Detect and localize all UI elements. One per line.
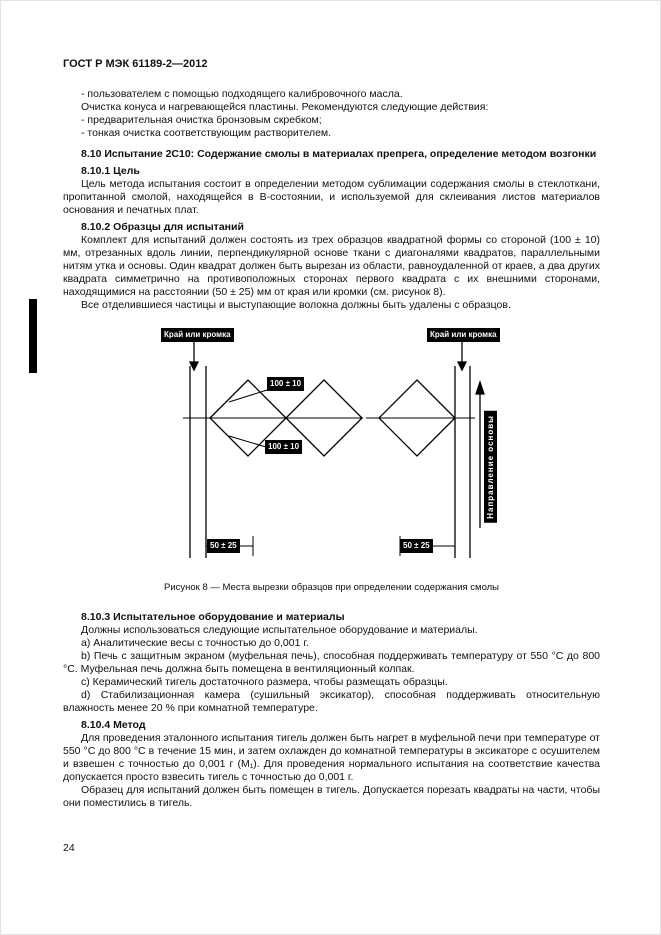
para-8-10-2-body2: Все отделившиеся частицы и выступающие волокна должны быть удалены с образцов.	[81, 299, 511, 311]
heading-8-10-2: 8.10.2 Образцы для испытаний	[81, 221, 244, 233]
dimension-label-100-bottom: 100 ± 10	[265, 440, 302, 454]
para-intro-2: Очистка конуса и нагревающейся пластины. Рекомендуются следующие действия:	[81, 101, 489, 113]
heading-8-10-4: 8.10.4 Метод	[81, 719, 146, 731]
figure-caption: Рисунок 8 — Места вырезки образцов при определении содержания смолы	[163, 582, 500, 593]
warp-direction-label: Направление основы	[484, 411, 497, 523]
page-number: 24	[63, 842, 75, 854]
para-8-10-3-body: Должны использоваться следующие испытательное оборудование и материалы.	[81, 624, 478, 636]
para-intro-4: - тонкая очистка соответствующим растворителем.	[81, 127, 332, 139]
document-header: ГОСТ Р МЭК 61189-2—2012	[63, 58, 208, 70]
dimension-label-100-top: 100 ± 10	[267, 377, 304, 391]
para-8-10-4-body1: Для проведения эталонного испытания тигель должен быть нагрет в муфельной печи при температуре от 550 °С до 800 °С в течение 15 мин, и затем охлажден до комнатной температуры в эксикаторе с осушителем и взвешен с точностью до 0,001 г (M₁). Для проведения нормального испытания на соответствие качества допускается просто взвесить тигель с точностью до 0,001 г.	[63, 732, 600, 783]
warp-direction-arrow	[476, 382, 484, 528]
edge-lines-right	[455, 366, 470, 558]
heading-8-10-1: 8.10.1 Цель	[81, 165, 140, 177]
list-item-c: c) Керамический тигель достаточного размера, чтобы размещать образцы.	[81, 676, 448, 688]
para-8-10-4-body2: Образец для испытаний должен быть помещен в тигель. Допускается порезать квадраты на части, чтобы они поместились в тигель.	[63, 784, 600, 809]
para-8-10-1-body: Цель метода испытания состоит в определении методом сублимации содержания смолы в стеклоткани, пропитанной смолой, находящейся в В-состоянии, и используемой для склеивания листов материалов основания и печатных плат.	[63, 178, 600, 216]
figure-8-drawing	[63, 326, 600, 566]
edge-label-right: Край или кромка	[427, 328, 500, 342]
para-intro-3: - предварительная очистка бронзовым скребком;	[81, 114, 322, 126]
dimension-label-50-right: 50 ± 25	[400, 539, 433, 553]
page-content	[63, 58, 600, 810]
edge-label-left: Край или кромка	[161, 328, 234, 342]
list-item-a: a) Аналитические весы с точностью до 0,001 г.	[81, 637, 309, 649]
list-item-b: b) Печь с защитным экраном (муфельная печь), способная поддерживать температуру от 550 °С до 800 °С. Муфельная печь должна быть помещена в вентиляционный колпак.	[63, 650, 600, 675]
list-item-d: d) Стабилизационная камера (сушильный эксикатор), способная поддерживать относительную влажность менее 20 % при комнатной температуре.	[63, 689, 600, 714]
heading-8-10-3: 8.10.3 Испытательное оборудование и материалы	[81, 611, 345, 623]
edge-arrow-left	[190, 342, 198, 370]
para-intro-1: - пользователем с помощью подходящего калибровочного масла.	[81, 88, 403, 100]
heading-8-10: 8.10 Испытание 2С10: Содержание смолы в материалах препрега, определение методом возгонки	[81, 148, 597, 160]
edge-arrow-right	[458, 342, 466, 370]
dimension-label-50-left: 50 ± 25	[207, 539, 240, 553]
margin-change-bar	[29, 299, 37, 373]
para-8-10-2-body1: Комплект для испытаний должен состоять из трех образцов квадратной формы со стороной (100 ± 10) мм, отрезанных вдоль линии, перпендикулярной основе ткани с диагоналями квадратов, параллельными нитям утка и основы. Один квадрат должен быть вырезан из области, равноудаленной от краев, а два других квадрата симметрично на противоположных сторонах первого квадрата с их внешними сторонами, находящимися на расстоянии (50 ± 25) мм от края или кромки (см. рисунок 8).	[63, 234, 600, 298]
edge-lines-left	[190, 366, 206, 558]
figure-8	[63, 326, 600, 593]
figure-8-diagram	[63, 326, 600, 566]
